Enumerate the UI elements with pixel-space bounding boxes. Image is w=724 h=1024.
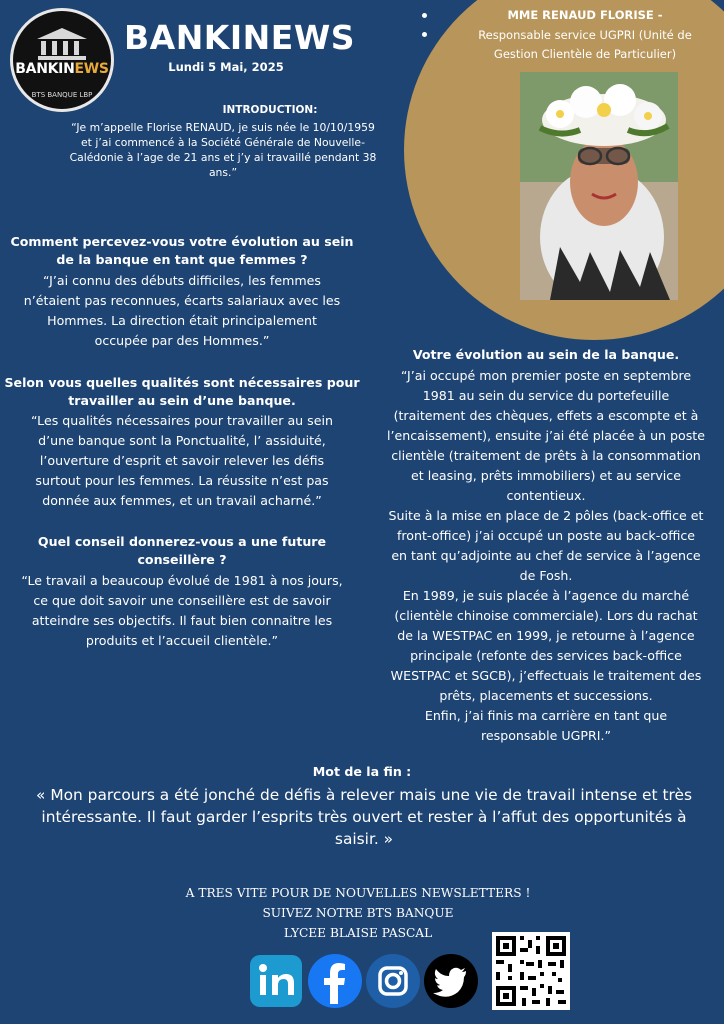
footer-line-2: SUIVEZ NOTRE BTS BANQUE — [262, 906, 454, 920]
closing-quote: « Mon parcours a été jonché de défis à relever mais une vie de travail intense et très intéressante. Il faut garder l’esprits très ouvert et rester à l’affut des opportunités à saisir. » — [36, 786, 692, 848]
profile-role: Responsable service UGPRI (Unité de Gestion Clientèle de Particulier) — [478, 28, 692, 61]
closing-title: Mot de la fin : — [312, 764, 412, 779]
facebook-icon[interactable] — [308, 954, 362, 1008]
qr-code[interactable] — [492, 932, 570, 1010]
question-1-answer: “J’ai connu des débuts difficiles, les femmes n’étaient pas reconnues, écarts salariaux avec les Hommes. La direction était principalement occupée par des Hommes.” — [23, 273, 341, 348]
instagram-icon[interactable] — [366, 954, 420, 1008]
footer-line-1: A TRES VITE POUR DE NOUVELLES NEWSLETTERS ! — [185, 886, 531, 900]
newsletter-title: BANKINEWS — [124, 18, 355, 57]
question-4-answer: “J’ai occupé mon premier poste en septembre 1981 au sein du service du portefeuille (traitement des chèques, effets a escompte et à l’encaissement), ensuite j’ai été placée à un poste clientèle (traitement de prêts à la consommation et leasing, prêts immobiliers) et au service contentieux. Suite à la mise en place de 2 pôles (back-office et front-office) j’ai occupé un poste au back-office en tant qu’adjointe au chef de service à l’agence de Fosh. En 1989, je suis placée à l’agence du marché (clientèle chinoise commerciale). Lors du rachat de la WESTPAC en 1999, je retourne à l’agence principale (refonte des services back-office WESTPAC et SGCB), j’effectuais le traitement des prêts, placements et successions. Enfin, j’ai finis ma carrière en tant que responsable UGPRI.” — [387, 368, 705, 743]
question-3-answer: “Le travail a beaucoup évolué de 1981 à nos jours, ce que doit savoir une conseillère est de savoir atteindre ses objectifs. Il faut bien connaitre les produits et l’accueil clientèle.” — [21, 573, 343, 648]
logo-subtitle: BTS BANQUE LBP — [31, 91, 93, 99]
footer-line-3: LYCEE BLAISE PASCAL — [283, 926, 433, 940]
intro-title: INTRODUCTION: — [222, 104, 318, 116]
question-4-title: Votre évolution au sein de la banque. — [412, 347, 680, 362]
bullet-dot — [422, 32, 427, 37]
question-2-title: Selon vous quelles qualités sont nécessaires pour travailler au sein d’une banque. — [4, 375, 360, 408]
twitter-icon[interactable] — [424, 954, 478, 1008]
issue-date: Lundi 5 Mai, 2025 — [168, 60, 284, 74]
bankinews-logo — [10, 8, 114, 112]
logo-wordmark: BANKINEWS — [15, 61, 109, 77]
question-3-title: Quel conseil donnerez-vous a une future conseillère ? — [37, 534, 327, 567]
profile-photo — [520, 72, 678, 300]
intro-text: “Je m’appelle Florise RENAUD, je suis née le 10/10/1959 et j’ai commencé à la Société Générale de Nouvelle- Calédonie à l’age de 21 ans et j’y ai travaillé pendant 38 ans.” — [69, 121, 377, 179]
bullet-dot — [422, 13, 427, 18]
question-2-answer: “Les qualités nécessaires pour travailler au sein d’une banque sont la Ponctualité, l’ assiduité, l’ouverture d’esprit et savoir relever les défis surtout pour les femmes. La réussite n’est pas donnée aux femmes, et un travail acharné.” — [31, 413, 333, 508]
bank-building-icon — [35, 27, 89, 61]
question-1-title: Comment percevez-vous votre évolution au sein de la banque en tant que femmes ? — [10, 234, 354, 267]
profile-name: MME RENAUD FLORISE - — [507, 8, 663, 22]
linkedin-icon[interactable] — [250, 955, 302, 1007]
